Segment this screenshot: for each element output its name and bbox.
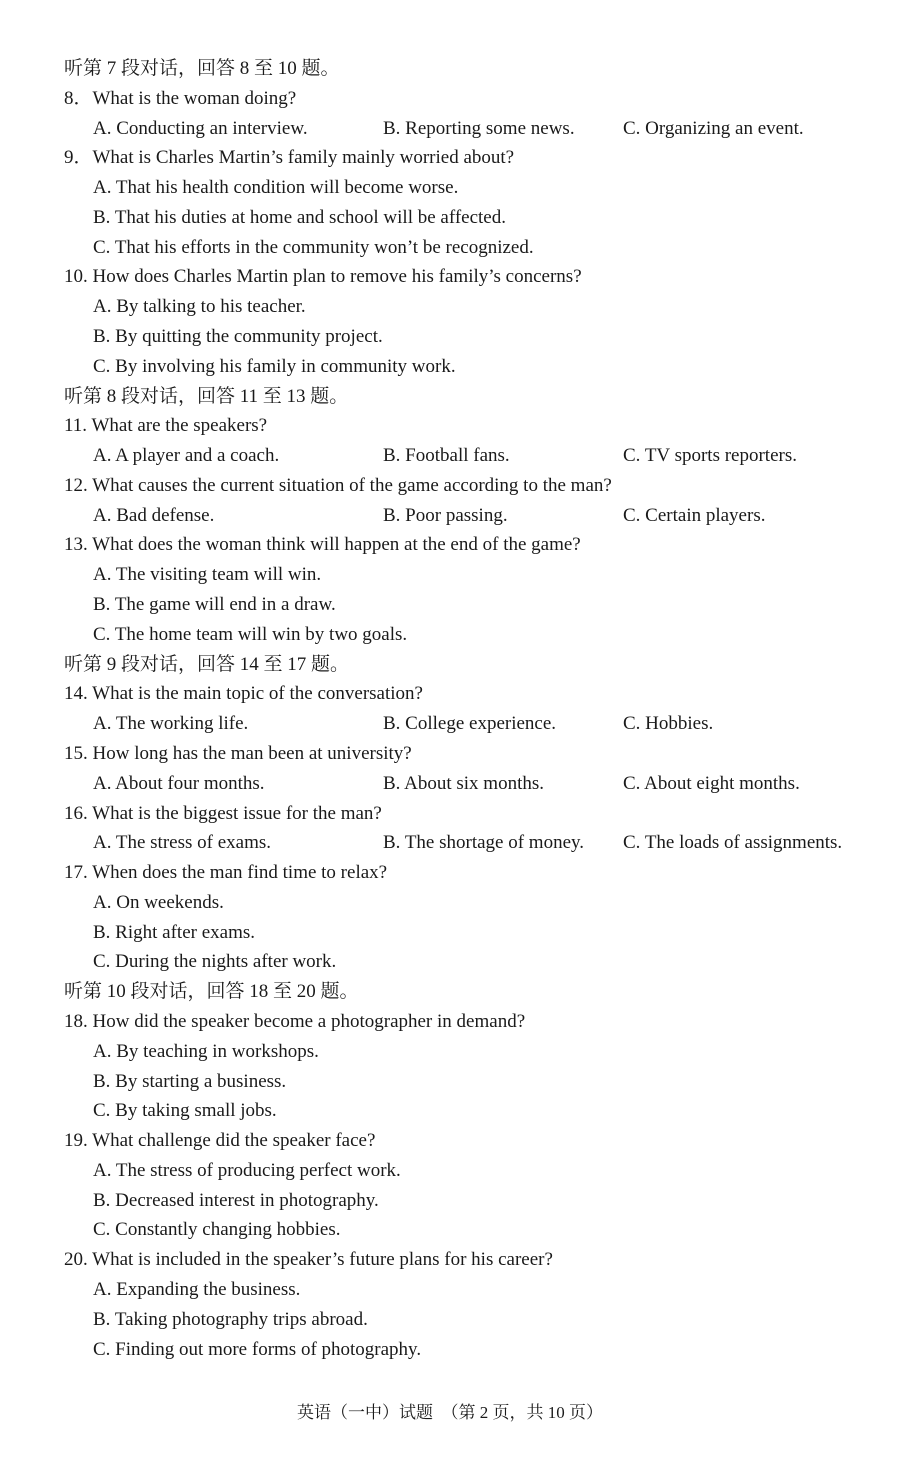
- answer-option-row: [0, 322, 900, 352]
- question: [0, 530, 900, 560]
- answer-option-row: [0, 888, 900, 918]
- answer-option-row: [0, 947, 900, 977]
- question-text: 20. What is included in the speaker’s future plans for his career?: [64, 1249, 553, 1271]
- answer-option-a: A. The working life.: [93, 713, 249, 735]
- answer-option: A. Expanding the business.: [93, 1278, 301, 1300]
- answer-option: C. During the nights after work.: [93, 951, 337, 973]
- answer-option: A. The visiting team will win.: [93, 564, 322, 586]
- answer-option-b: B. About six months.: [383, 772, 544, 794]
- answer-option-c: C. TV sports reporters.: [623, 445, 797, 467]
- answer-option: B. The game will end in a draw.: [93, 594, 336, 616]
- answer-option: B. That his duties at home and school will be affected.: [93, 206, 506, 228]
- answer-option: C. By involving his family in community work.: [93, 355, 456, 377]
- section-heading-text: 听第 9 段对话，回答 14 至 17 题。: [64, 653, 350, 675]
- answer-option-row: [0, 590, 900, 620]
- question: [0, 679, 900, 709]
- answer-option: C. Finding out more forms of photography.: [93, 1338, 422, 1360]
- question-text: 16. What is the biggest issue for the man?: [64, 802, 382, 824]
- answer-option-b: B. Reporting some news.: [383, 117, 575, 139]
- question: [0, 858, 900, 888]
- answer-option: C. Constantly changing hobbies.: [93, 1219, 341, 1241]
- answer-option-c: C. Certain players.: [623, 504, 766, 526]
- question: [0, 84, 900, 114]
- question: [0, 262, 900, 292]
- question: [0, 143, 900, 173]
- answer-option-a: A. A player and a coach.: [93, 445, 280, 467]
- answer-option-row: [0, 1215, 900, 1245]
- answer-option-row: [0, 560, 900, 590]
- answer-option-row: [0, 1037, 900, 1067]
- answer-option-row: [0, 1305, 900, 1335]
- answer-option-row: [0, 918, 900, 948]
- question: [0, 471, 900, 501]
- question-text: 19. What challenge did the speaker face?: [64, 1130, 376, 1152]
- answer-option-b: B. Poor passing.: [383, 504, 508, 526]
- answer-option-row: [0, 1096, 900, 1126]
- answer-option-b: B. Football fans.: [383, 445, 510, 467]
- answer-option-row: [0, 1335, 900, 1365]
- answer-option-c: C. Organizing an event.: [623, 117, 804, 139]
- answer-option-a: A. The stress of exams.: [93, 832, 272, 854]
- answer-option-row: [0, 233, 900, 263]
- answer-option-c: C. Hobbies.: [623, 713, 714, 735]
- answer-options-row: [0, 501, 900, 531]
- answer-options-row: [0, 709, 900, 739]
- answer-option: A. By teaching in workshops.: [93, 1040, 319, 1062]
- question-text: 17. When does the man find time to relax?: [64, 862, 388, 884]
- section-heading: [0, 650, 900, 680]
- answer-option-row: [0, 620, 900, 650]
- answer-option: B. By starting a business.: [93, 1070, 287, 1092]
- answer-option-a: A. Bad defense.: [93, 504, 215, 526]
- answer-option: C. By taking small jobs.: [93, 1100, 277, 1122]
- question: [0, 411, 900, 441]
- answer-option-row: [0, 352, 900, 382]
- question-text: 14. What is the main topic of the conversation?: [64, 683, 423, 705]
- answer-options-row: [0, 828, 900, 858]
- section-heading-text: 听第 8 段对话，回答 11 至 13 题。: [64, 385, 349, 407]
- answer-option: B. Taking photography trips abroad.: [93, 1308, 368, 1330]
- question: [0, 1007, 900, 1037]
- section-heading: [0, 977, 900, 1007]
- question-text: 10. How does Charles Martin plan to remove his family’s concerns?: [64, 266, 582, 288]
- answer-option: C. That his efforts in the community won’t be recognized.: [93, 236, 534, 258]
- answer-option-c: C. About eight months.: [623, 772, 800, 794]
- answer-option: B. Right after exams.: [93, 921, 255, 943]
- answer-option-row: [0, 173, 900, 203]
- answer-options-row: [0, 114, 900, 144]
- answer-option-row: [0, 1186, 900, 1216]
- question-text: 11. What are the speakers?: [64, 415, 268, 437]
- question: [0, 1126, 900, 1156]
- answer-option-b: B. The shortage of money.: [383, 832, 585, 854]
- answer-option-row: [0, 1067, 900, 1097]
- answer-options-row: [0, 441, 900, 471]
- answer-option: A. That his health condition will become worse.: [93, 177, 459, 199]
- section-heading: [0, 382, 900, 412]
- page-footer: 英语（一中）试题 （第 2 页，共 10 页）: [297, 1403, 603, 1422]
- section-heading-text: 听第 7 段对话，回答 8 至 10 题。: [64, 58, 340, 79]
- answer-option: A. By talking to his teacher.: [93, 296, 306, 318]
- answer-option-c: C. The loads of assignments.: [623, 832, 843, 854]
- answer-option: B. Decreased interest in photography.: [93, 1189, 379, 1211]
- question-text: 9．What is Charles Martin’s family mainly worried about?: [64, 147, 515, 169]
- question: [0, 1245, 900, 1275]
- answer-option: C. The home team will win by two goals.: [93, 623, 408, 645]
- answer-option-row: [0, 1275, 900, 1305]
- answer-option-b: B. College experience.: [383, 713, 557, 735]
- question: [0, 739, 900, 769]
- section-heading-text: 听第 10 段对话，回答 18 至 20 题。: [64, 981, 359, 1003]
- question-text: 13. What does the woman think will happen at the end of the game?: [64, 534, 581, 556]
- answer-options-row: [0, 769, 900, 799]
- answer-option-a: A. Conducting an interview.: [93, 117, 308, 139]
- answer-option: A. The stress of producing perfect work.: [93, 1159, 401, 1181]
- answer-option: B. By quitting the community project.: [93, 326, 383, 348]
- answer-option-row: [0, 292, 900, 322]
- question-text: 8．What is the woman doing?: [64, 87, 297, 109]
- answer-option: A. On weekends.: [93, 891, 224, 913]
- answer-option-a: A. About four months.: [93, 772, 265, 794]
- question-text: 15. How long has the man been at university?: [64, 742, 412, 764]
- question: [0, 799, 900, 829]
- section-heading: [0, 54, 900, 84]
- answer-option-row: [0, 1156, 900, 1186]
- answer-option-row: [0, 203, 900, 233]
- question-text: 18. How did the speaker become a photographer in demand?: [64, 1010, 526, 1032]
- question-text: 12. What causes the current situation of the game according to the man?: [64, 474, 612, 496]
